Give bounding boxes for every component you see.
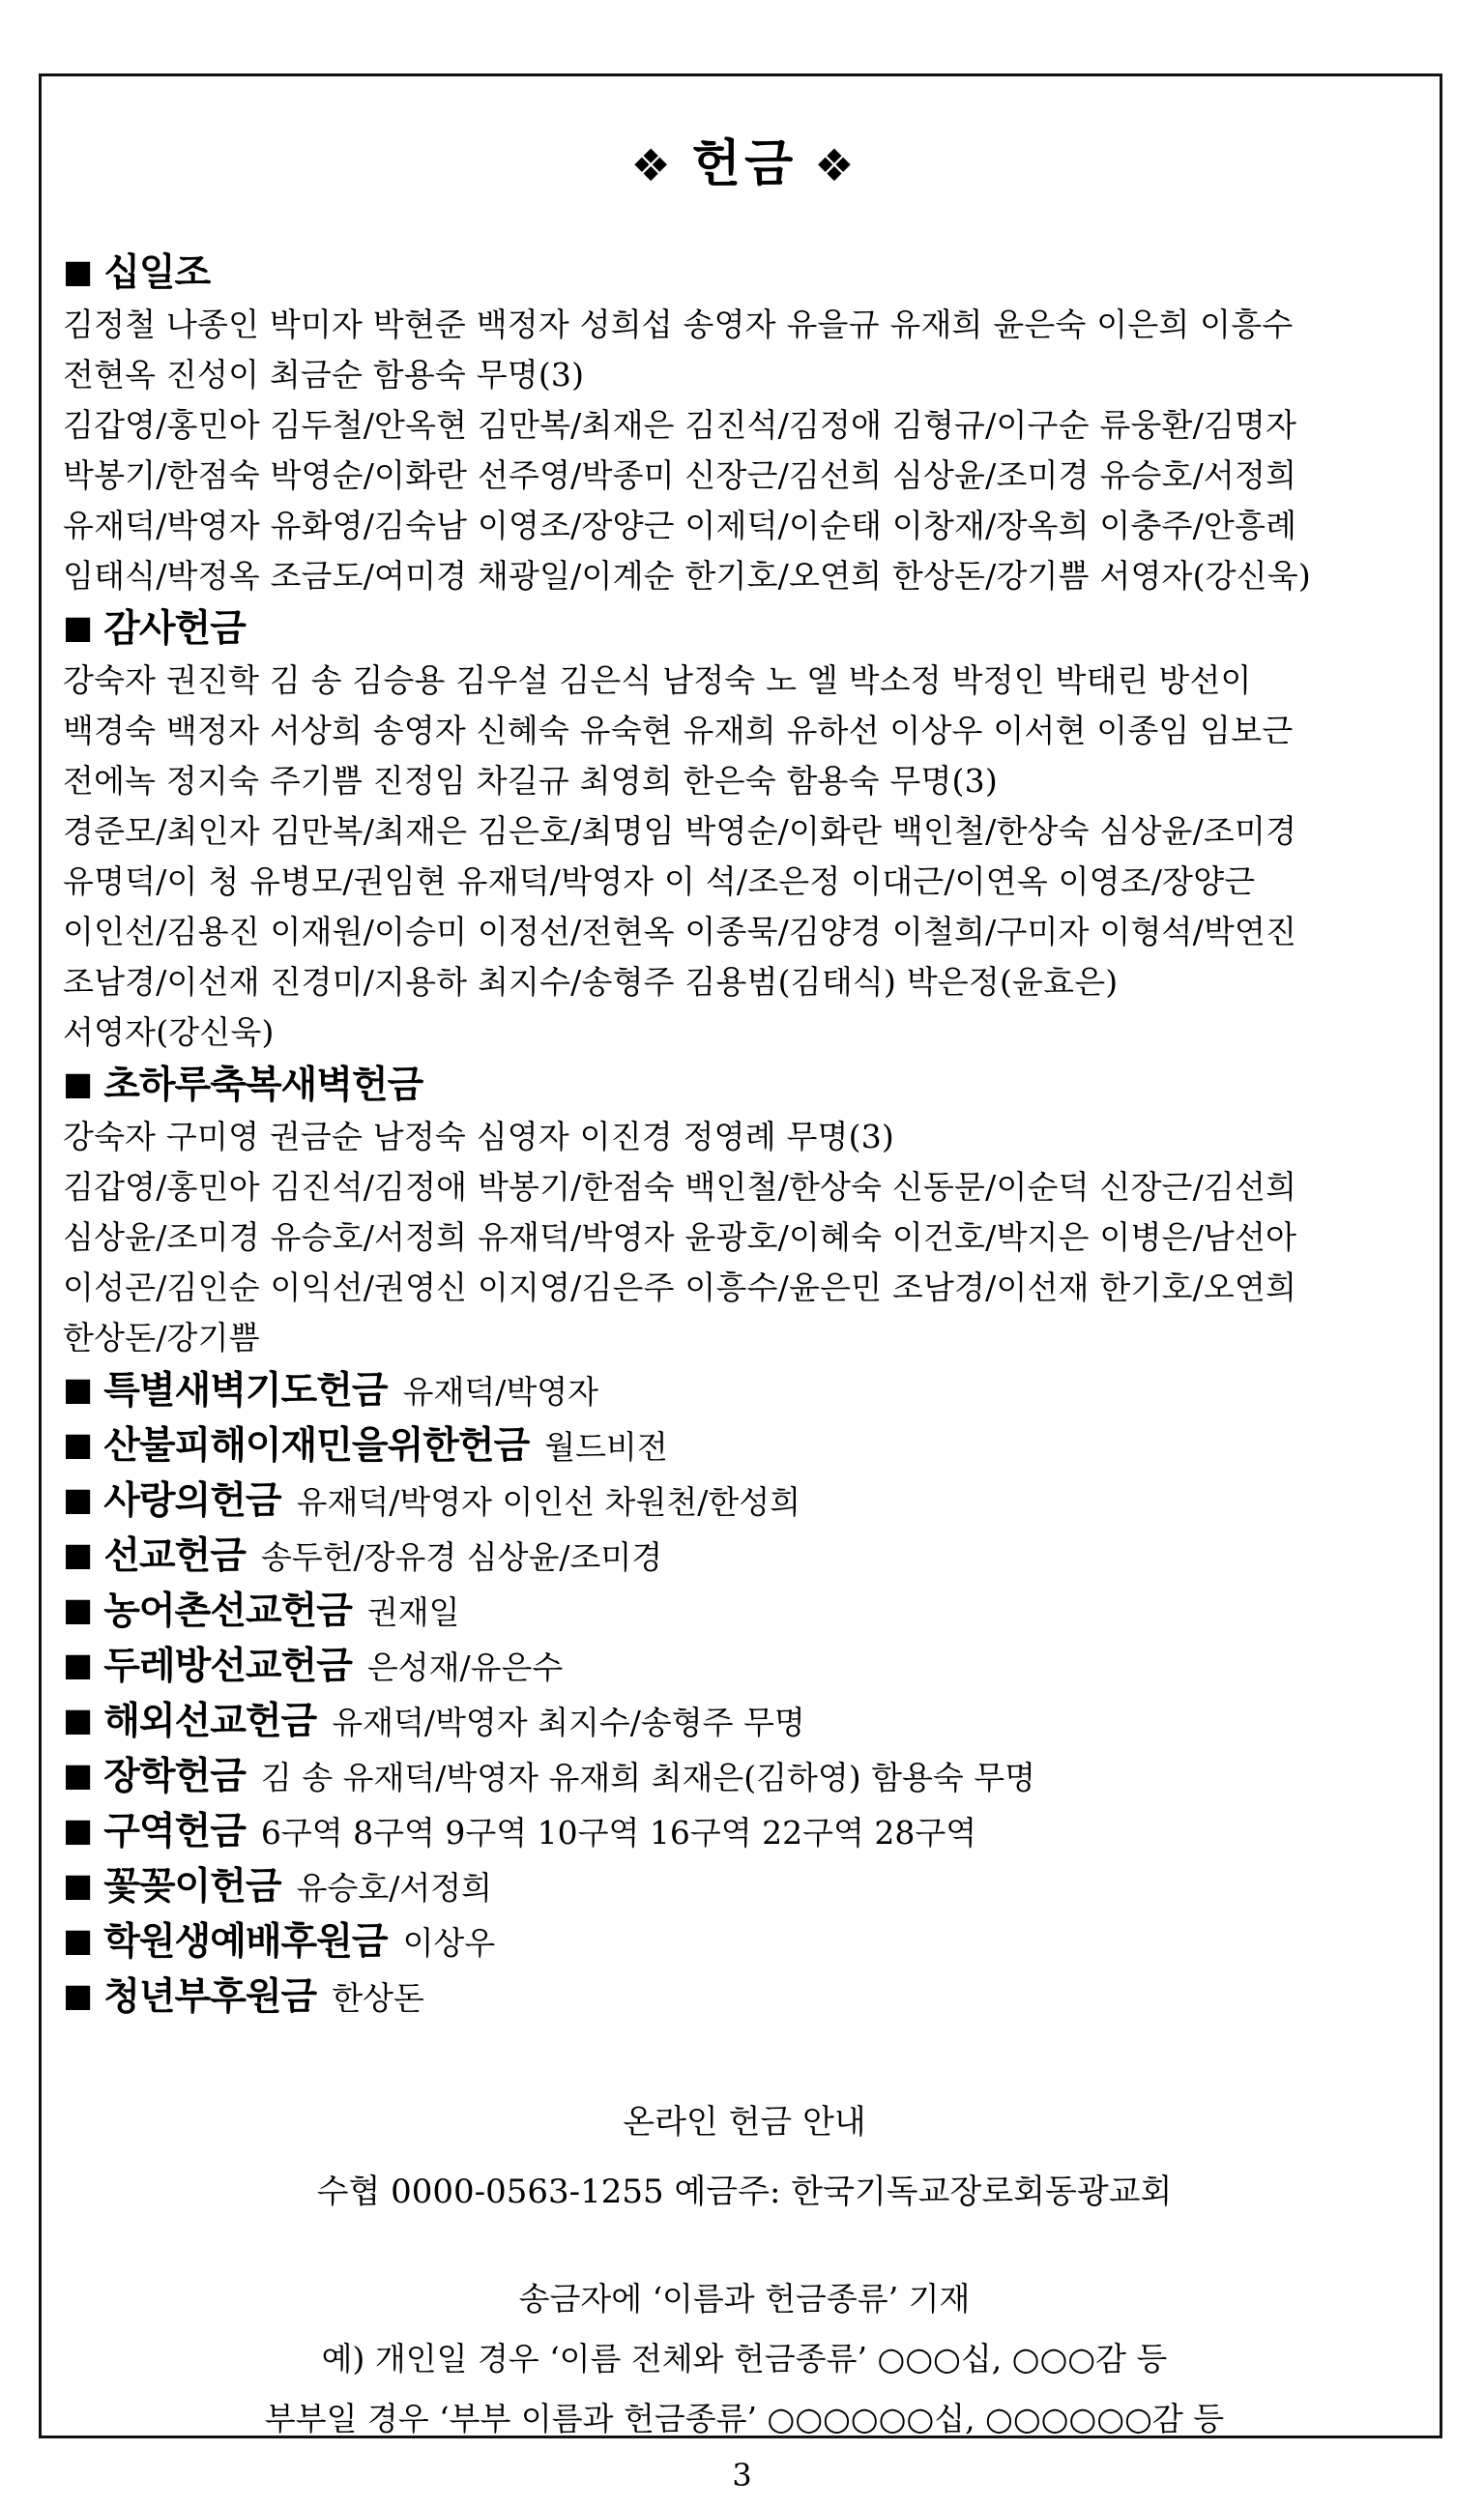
names-line: 박봉기/한점숙 박영순/이화란 선주영/박종미 신장근/김선희 심상윤/조미경 유승호/서정희	[63, 456, 1297, 494]
section-title: 선교헌금	[103, 1534, 246, 1578]
section-title: 청년부후원금	[103, 1975, 317, 2019]
section-header	[63, 246, 1426, 300]
page-title	[63, 123, 1426, 195]
section-names: 유재덕/박영자 최지수/송형주 무명	[332, 1704, 805, 1741]
example-couple: 부부일 경우 ‘부부 이름과 헌금종류’ ○○○○○○십, ○○○○○○감 등	[264, 2400, 1225, 2437]
page-border-frame	[39, 73, 1442, 2438]
names-line: 백경숙 백정자 서상희 송영자 신혜숙 유숙현 유재희 유하선 이상우 이서현 이종임 임보근	[63, 712, 1294, 749]
section-header	[63, 1529, 1426, 1584]
section-title: 구역헌금	[103, 1810, 246, 1853]
section-names: 은성재/유은수	[366, 1648, 564, 1686]
names-line: 한상돈/강기쁨	[63, 1319, 260, 1357]
page-title-text: 헌금	[691, 135, 798, 193]
square-bullet-icon: ■	[63, 1756, 93, 1794]
names-line: 경준모/최인자 김만복/최재은 김은호/최명임 박영순/이화란 백인철/한상숙 심상윤/조미경	[63, 812, 1297, 850]
names-line: 김갑영/홍민아 김진석/김정애 박봉기/한점숙 백인철/한상숙 신동문/이순덕 신장근/김선희	[63, 1168, 1297, 1206]
diamond-icon: ❖	[814, 139, 858, 191]
online-guide-title: 온라인 헌금 안내	[623, 2103, 866, 2142]
square-bullet-icon: ■	[63, 1921, 93, 1959]
square-bullet-icon: ■	[63, 1065, 93, 1102]
section-names: 권재일	[366, 1593, 460, 1631]
section-title: 특별새벽기도헌금	[103, 1369, 388, 1413]
section-dawn-blessing	[63, 1058, 1426, 1363]
section-names: 한상돈	[332, 1979, 424, 2017]
names-line: 임태식/박정옥 조금도/여미경 채광일/이계순 한기호/오연희 한상돈/강기쁨 서영자(강신욱)	[63, 557, 1311, 595]
square-bullet-icon: ■	[63, 1866, 93, 1904]
square-bullet-icon: ■	[63, 1425, 93, 1463]
square-bullet-icon: ■	[63, 1480, 93, 1518]
section-title: 사랑의헌금	[103, 1479, 281, 1523]
section-title: 해외선교헌금	[103, 1700, 317, 1743]
names-line: 서영자(강신욱)	[63, 1013, 275, 1051]
names-line: 유명덕/이 청 유병모/권임현 유재덕/박영자 이 석/조은정 이대근/이연옥 이영조/장양근	[63, 862, 1256, 900]
names-line: 김정철 나종인 박미자 박현준 백정자 성희섭 송영자 유을규 유재희 윤은숙 이은희 이흥수	[63, 306, 1294, 343]
section-title: 초하루축복새벽헌금	[103, 1064, 423, 1107]
square-bullet-icon: ■	[63, 1590, 93, 1628]
section-names: 유승호/서정희	[296, 1869, 492, 1907]
square-bullet-icon: ■	[63, 608, 93, 646]
remitter-note: 송금자에 ‘이름과 헌금종류’ 기재	[518, 2280, 971, 2318]
names-line: 유재덕/박영자 유화영/김숙남 이영조/장양근 이제덕/이순태 이창재/장옥희 이충주/안흥례	[63, 507, 1297, 544]
names-line: 조남경/이선재 진경미/지용하 최지수/송형주 김용범(김태식) 박은정(윤효은)	[63, 963, 1119, 1001]
section-title: 감사헌금	[103, 607, 246, 651]
section-title: 장학헌금	[103, 1755, 246, 1798]
square-bullet-icon: ■	[63, 1370, 93, 1408]
section-title: 두레방선교헌금	[103, 1645, 352, 1688]
section-names: 유재덕/박영자	[402, 1373, 598, 1411]
section-thanksgiving	[63, 601, 1426, 1058]
example-individual: 예) 개인일 경우 ‘이름 전체와 헌금종류’ ○○○십, ○○○감 등	[321, 2340, 1168, 2378]
square-bullet-icon: ■	[63, 1646, 93, 1683]
section-names: 이상우	[402, 1924, 496, 1962]
square-bullet-icon: ■	[63, 1811, 93, 1849]
section-names: 6구역 8구역 9구역 10구역 16구역 22구역 28구역	[260, 1814, 977, 1852]
section-header	[63, 1859, 1426, 1914]
section-header	[63, 1749, 1426, 1804]
online-giving-info	[63, 2100, 1426, 2438]
section-title: 꽃꽂이헌금	[103, 1865, 281, 1909]
page-number: 3	[732, 2457, 752, 2494]
section-header	[63, 1418, 1426, 1473]
section-header	[63, 1473, 1426, 1529]
section-names: 송두헌/장유경 심상윤/조미경	[260, 1538, 663, 1576]
names-line: 강숙자 권진학 김 송 김승용 김우설 김은식 남정숙 노 엘 박소정 박정인 박태린 방선이	[63, 661, 1252, 699]
section-names: 김 송 유재덕/박영자 유재희 최재은(김하영) 함용숙 무명	[260, 1759, 1036, 1796]
names-line: 이성곤/김인순 이익선/권영신 이지영/김은주 이흥수/윤은민 조남경/이선재 한기호/오연희	[63, 1269, 1297, 1306]
section-names: 유재덕/박영자 이인선 차원천/한성희	[296, 1483, 800, 1521]
section-header	[63, 1639, 1426, 1694]
square-bullet-icon: ■	[63, 1701, 93, 1738]
section-header	[63, 1969, 1426, 2025]
section-header	[63, 1058, 1426, 1112]
section-header	[63, 1694, 1426, 1749]
section-header	[63, 1914, 1426, 1969]
square-bullet-icon: ■	[63, 1976, 93, 2014]
names-line: 심상윤/조미경 유승호/서정희 유재덕/박영자 윤광호/이혜숙 이건호/박지은 이병은/남선아	[63, 1218, 1297, 1256]
names-line: 이인선/김용진 이재원/이승미 이정선/전현옥 이종묵/김양경 이철희/구미자 이형석/박연진	[63, 913, 1297, 950]
section-title: 십일조	[103, 251, 211, 295]
square-bullet-icon: ■	[63, 252, 93, 290]
diamond-icon: ❖	[630, 139, 675, 191]
section-title: 학원생예배후원금	[103, 1920, 388, 1964]
section-header	[63, 601, 1426, 656]
section-tithe	[63, 246, 1426, 601]
names-line: 김갑영/홍민아 김두철/안옥현 김만복/최재은 김진석/김정애 김형규/이구순 류웅환/김명자	[63, 406, 1297, 444]
section-names: 월드비전	[544, 1428, 668, 1466]
section-title: 산불피해이재민을위한헌금	[103, 1424, 530, 1468]
square-bullet-icon: ■	[63, 1535, 93, 1573]
section-header	[63, 1804, 1426, 1859]
names-line: 전현옥 진성이 최금순 함용숙 무명(3)	[63, 356, 585, 394]
names-line: 강숙자 구미영 권금순 남정숙 심영자 이진경 정영례 무명(3)	[63, 1118, 894, 1155]
section-header	[63, 1584, 1426, 1639]
names-line: 전에녹 정지숙 주기쁨 진정임 차길규 최영희 한은숙 함용숙 무명(3)	[63, 762, 998, 800]
bank-account-info: 수협 0000-0563-1255 예금주: 한국기독교장로회동광교회	[316, 2173, 1173, 2211]
section-title: 농어촌선교헌금	[103, 1590, 352, 1633]
section-header	[63, 1363, 1426, 1418]
